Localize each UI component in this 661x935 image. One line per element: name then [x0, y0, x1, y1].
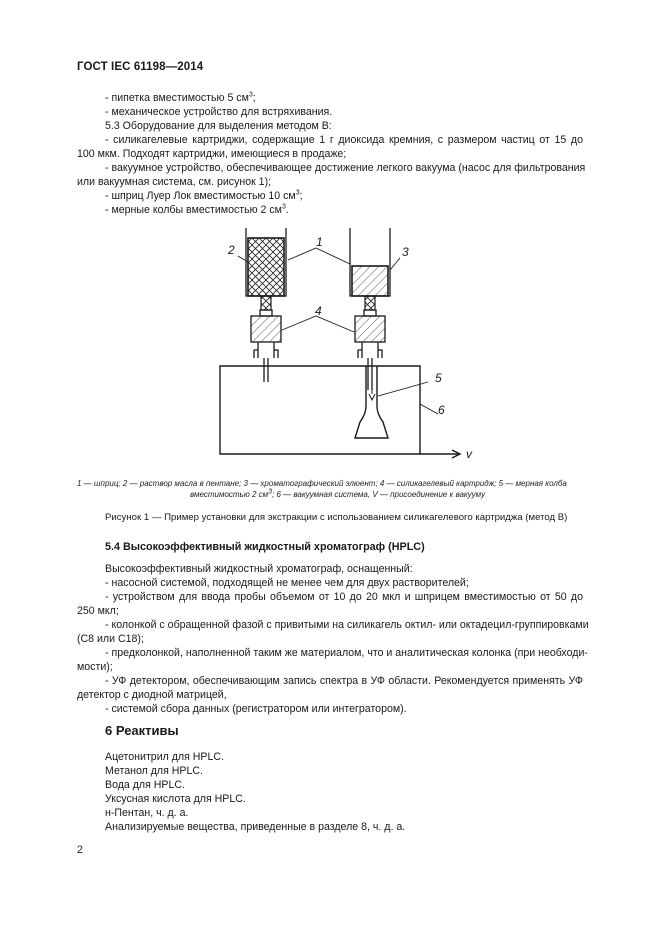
- figure-title: Рисунок 1 — Пример установки для экстракции с использованием силикагелевого картриджа (метод В): [105, 512, 568, 523]
- section-5-3-item-vacuum-line2: или вакуумная система, см. рисунок 1);: [77, 176, 272, 188]
- section-6-heading: 6 Реактивы: [105, 723, 179, 738]
- section-5-4-item-detector-line2: детектор с диодной матрицей,: [77, 689, 227, 701]
- section-5-4-item-column-line1: - колонкой с обращенной фазой с привитыми на силикагель октил- или октадецил-группировками: [105, 619, 589, 631]
- section-5-3-item-vacuum-line1: - вакуумное устройство, обеспечивающее достижение легкого вакуума (насос для фильтрования: [105, 162, 586, 174]
- section-5-3-item-syringe: - шприц Луер Лок вместимостью 10 $см^3$;: [105, 189, 303, 202]
- section-5-4-item-data-system: - системой сбора данных (регистратором или интегратором).: [105, 703, 407, 715]
- label-4: 4: [315, 304, 322, 318]
- standard-header: ГОСТ IEC 61198—2014: [77, 61, 204, 73]
- reagent-item: Ацетонитрил для HPLC.: [105, 751, 224, 763]
- label-v: v: [466, 447, 472, 461]
- section-5-4-intro: Высокоэффективный жидкостный хроматограф, оснащенный:: [105, 563, 413, 575]
- page-number: 2: [77, 844, 83, 856]
- vacuum-system-box: [220, 366, 460, 458]
- right-cartridge: [355, 310, 385, 390]
- label-3: 3: [402, 245, 409, 259]
- list-item-shaker: - механическое устройство для встряхивания.: [105, 106, 333, 118]
- section-5-4-item-detector-line1: - УФ детектором, обеспечивающим запись спектра в УФ области. Рекомендуется применять УФ: [105, 675, 583, 687]
- label-5: 5: [435, 371, 442, 385]
- right-syringe: [350, 228, 390, 310]
- section-5-4-item-pump: - насосной системой, подходящей не менее чем для двух растворителей;: [105, 577, 469, 589]
- section-5-4-item-precolumn-line1: - предколонкой, наполненной таким же материалом, что и аналитическая колонка (при необходи-: [105, 647, 588, 659]
- reagent-item: Вода для HPLC.: [105, 779, 185, 791]
- label-6: 6: [438, 403, 445, 417]
- section-5-3-item-cartridges-line2: 100 мкм. Подходят картриджи, имеющиеся в продаже;: [77, 148, 347, 160]
- section-5-4-item-column-line2: (С8 или С18);: [77, 633, 144, 645]
- left-cartridge: [251, 310, 281, 382]
- list-item-pipette: - пипетка вместимостью 5 $см^3$;: [105, 91, 256, 104]
- figure-legend-line2: вместимостью 2 $см^3$; 6 — вакуумная система, V — присоединение к вакууму: [190, 488, 486, 499]
- section-5-4-item-precolumn-line2: мости);: [77, 661, 113, 673]
- reagent-item: Уксусная кислота для HPLC.: [105, 793, 246, 805]
- reagent-item: Метанол для HPLC.: [105, 765, 203, 777]
- reagent-item: Анализируемые вещества, приведенные в разделе 8, ч. д. а.: [105, 821, 406, 833]
- reagent-item: н-Пентан, ч. д. а.: [105, 807, 189, 819]
- section-5-3-item-flasks: - мерные колбы вместимостью 2 $см^3$.: [105, 203, 289, 216]
- figure-legend-line1: 1 — шприц; 2 — раствор масла в пентане; 3 — хроматографический элюент; 4 — силикагелевый картридж; 5 — мерная колба: [77, 479, 567, 488]
- left-syringe: [246, 228, 286, 310]
- label-2: 2: [228, 243, 235, 257]
- section-5-4-heading: 5.4 Высокоэффективный жидкостный хроматограф (HPLC): [105, 541, 425, 553]
- label-1: 1: [316, 235, 323, 249]
- section-5-4-item-injector-line2: 250 мкл;: [77, 605, 119, 617]
- section-5-3-heading: 5.3 Оборудование для выделения методом В:: [105, 120, 332, 132]
- section-5-3-item-cartridges-line1: - силикагелевые картриджи, содержащие 1 г диоксида кремния, с размером частиц от 15 до: [105, 134, 583, 146]
- section-5-4-item-injector-line1: - устройством для ввода пробы объемом от 10 до 20 мкл и шприцем вместимостью от 50 до: [105, 591, 583, 603]
